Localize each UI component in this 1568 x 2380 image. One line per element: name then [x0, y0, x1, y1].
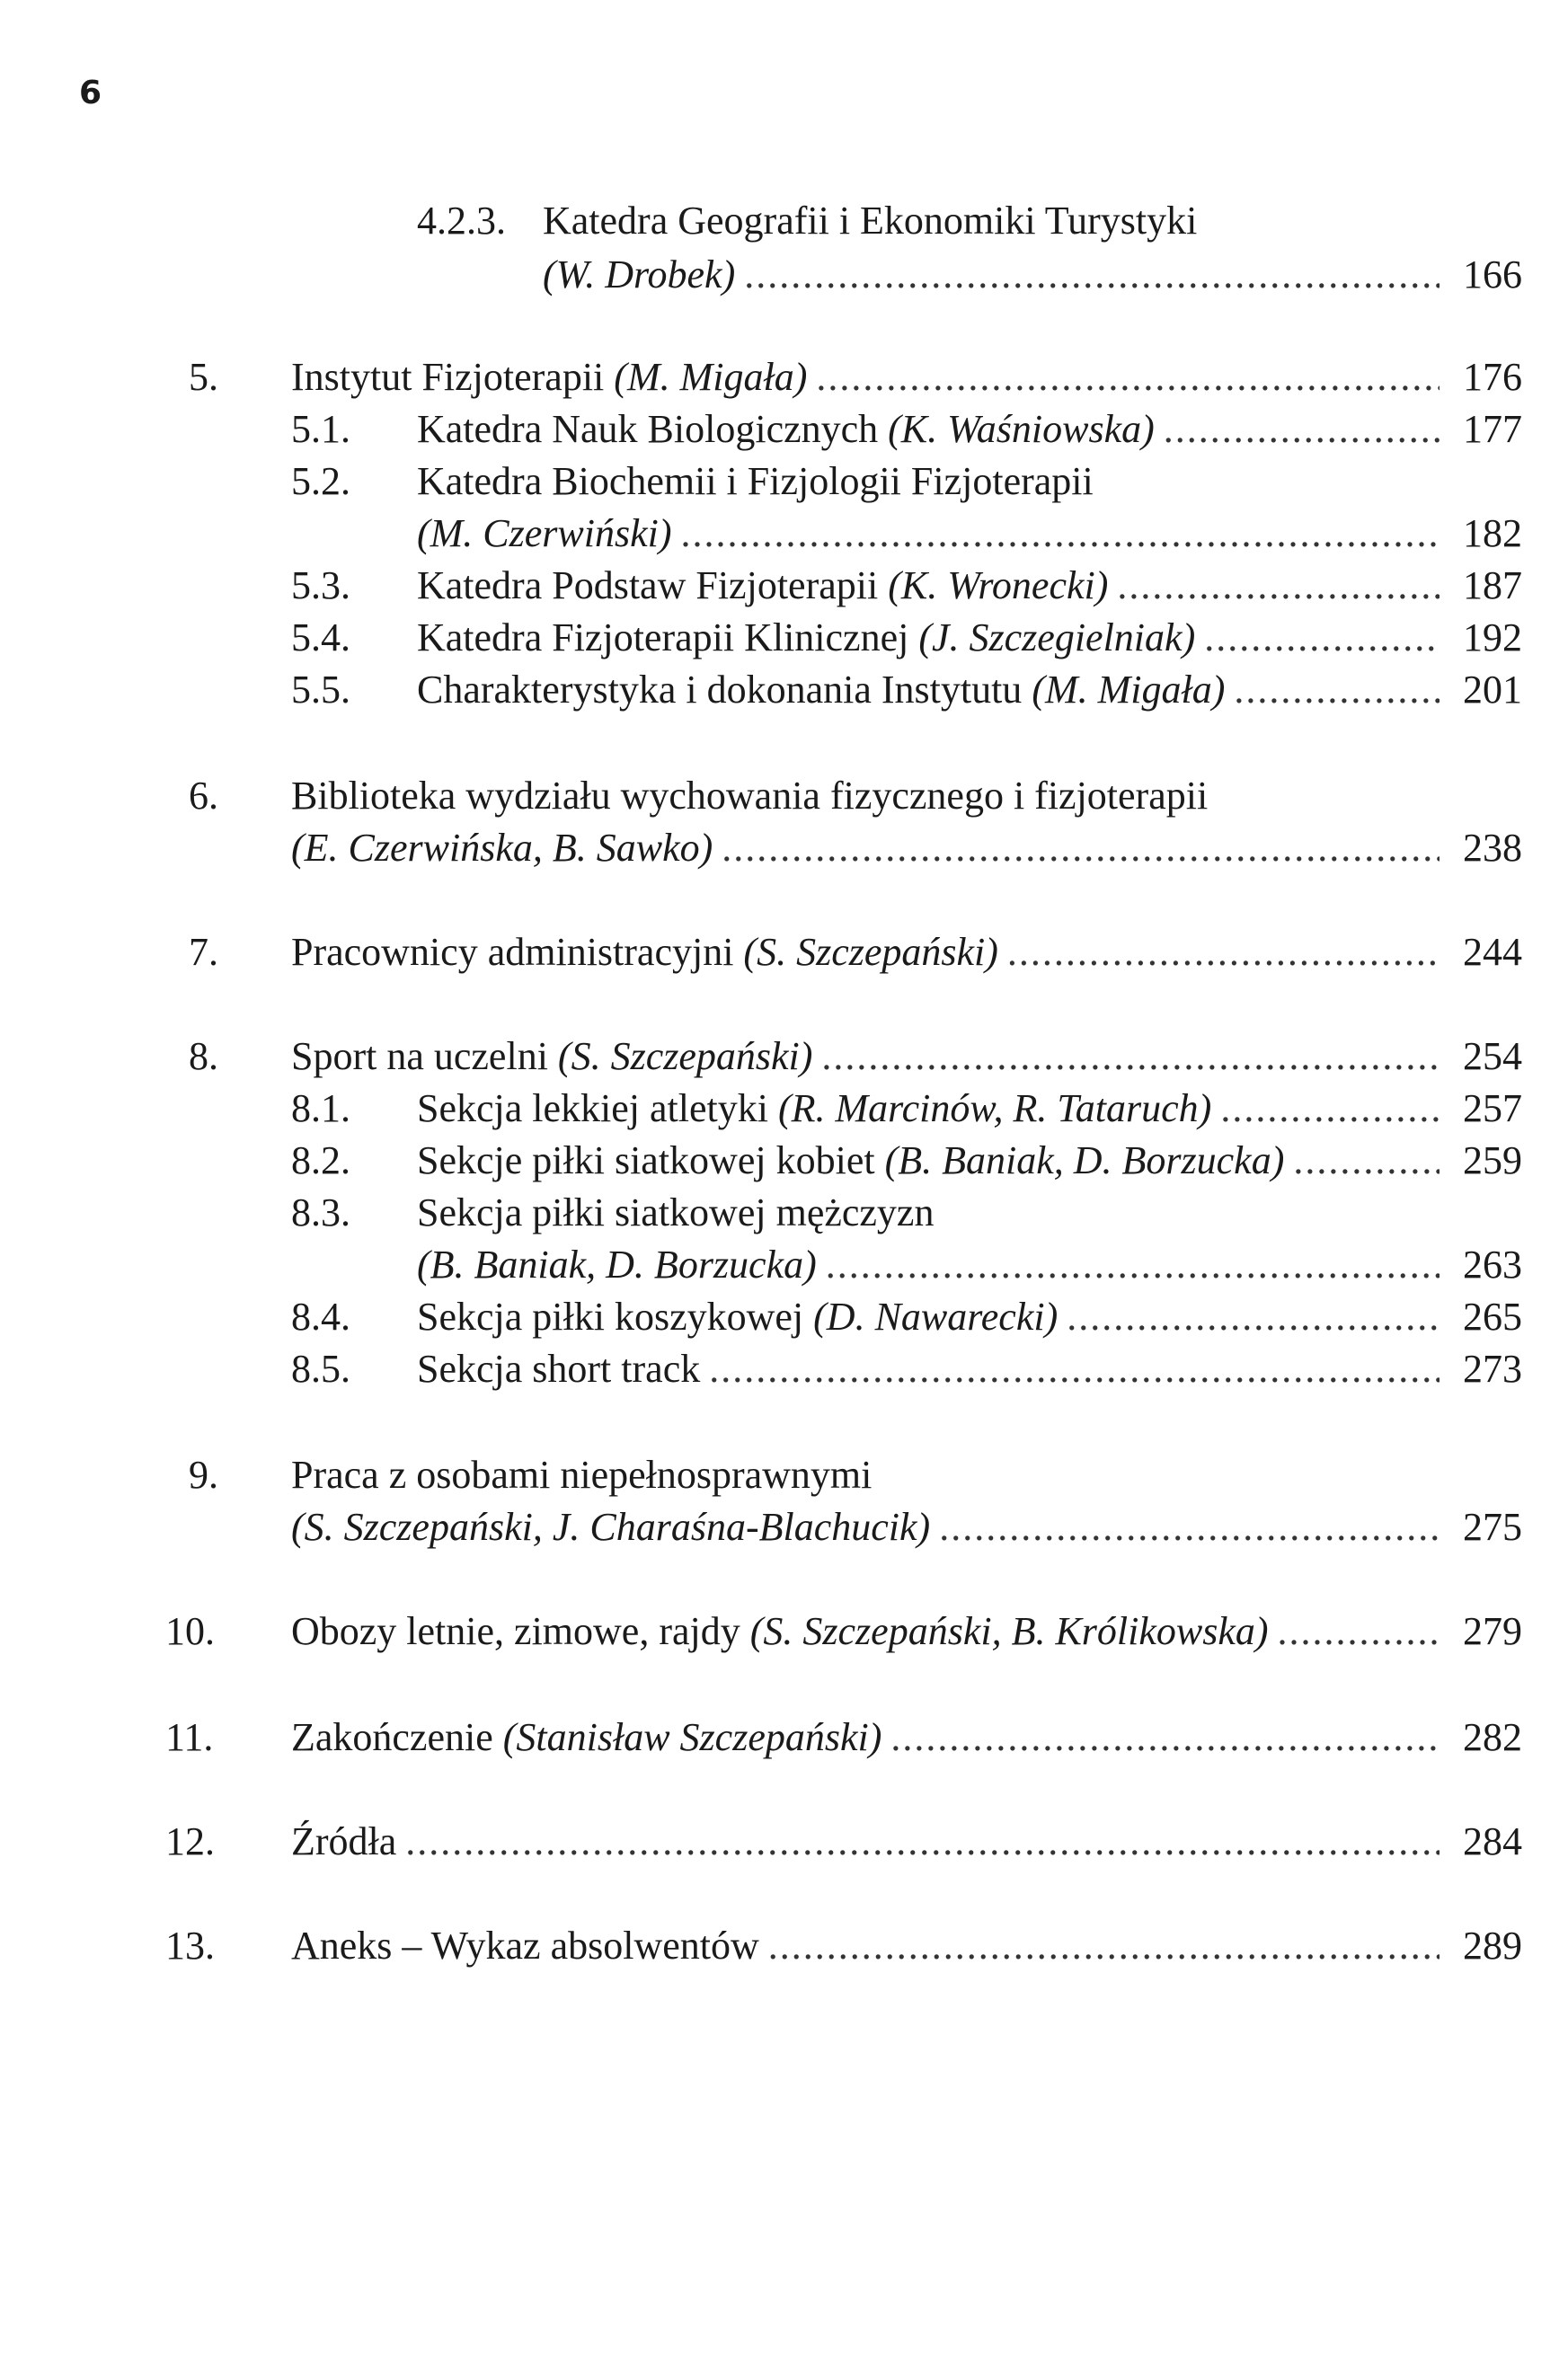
- leader-dots: [1293, 1134, 1440, 1188]
- entry-page: 284: [1463, 1819, 1522, 1863]
- leader-dots: [826, 1238, 1440, 1292]
- entry-author: (S. Szczepański, B. Królikowska): [749, 1609, 1269, 1653]
- entry-number: 11.: [165, 1715, 214, 1759]
- toc-entry: [291, 663, 1522, 717]
- leader-dots: [709, 1342, 1440, 1396]
- toc-entry: [291, 559, 1522, 613]
- entry-author: (S. Szczepański): [557, 1034, 813, 1078]
- toc-entry: [189, 1448, 1522, 1502]
- entry-title: Sport na uczelni: [291, 1034, 558, 1078]
- entry-author: (Stanisław Szczepański): [502, 1715, 882, 1759]
- entry-page: 259: [1463, 1138, 1522, 1182]
- leader-dots: [1164, 403, 1440, 456]
- toc-entry: [165, 1815, 1522, 1869]
- entry-author: (M. Migała): [1032, 668, 1226, 712]
- entry-title: Katedra Geografii i Ekonomiki Turystyki: [543, 199, 1198, 243]
- entry-page: 273: [1463, 1347, 1522, 1391]
- entry-title: Źródła: [291, 1819, 397, 1863]
- entry-title: Aneks – Wykaz absolwentów: [291, 1924, 759, 1968]
- toc-entry: [189, 925, 1522, 979]
- entry-author: (W. Drobek): [543, 252, 736, 296]
- entry-number: 8.2.: [291, 1138, 350, 1182]
- toc-entry: [417, 1238, 1522, 1292]
- entry-author: (J. Szczegielniak): [918, 615, 1196, 659]
- entry-page: 263: [1463, 1243, 1522, 1287]
- toc-entry: [291, 1342, 1522, 1396]
- entry-page: 275: [1463, 1505, 1522, 1549]
- entry-title: Praca z osobami niepełnosprawnymi: [291, 1453, 873, 1497]
- entry-title: Biblioteka wydziału wychowania fizycznego i fizjoterapii: [291, 774, 1209, 818]
- entry-author: (K. Wronecki): [888, 563, 1109, 607]
- entry-title: Zakończenie: [291, 1715, 503, 1759]
- toc-entry: [291, 611, 1522, 665]
- entry-page: 192: [1463, 615, 1522, 659]
- leader-dots: [1204, 611, 1440, 665]
- entry-author: (B. Baniak, D. Borzucka): [417, 1243, 817, 1287]
- entry-number: 4.2.3.: [417, 199, 506, 243]
- entry-title: Sekcje piłki siatkowej kobiet: [417, 1138, 885, 1182]
- toc-entry: [291, 821, 1522, 875]
- toc-entry: [189, 769, 1522, 823]
- entry-author: (S. Szczepański): [743, 930, 998, 974]
- entry-number: 5.: [189, 355, 218, 399]
- entry-author: (D. Nawarecki): [813, 1295, 1059, 1339]
- toc-entry: [165, 1919, 1522, 1973]
- leader-dots: [821, 1030, 1440, 1084]
- leader-dots: [722, 821, 1440, 875]
- entry-author: (M. Czerwiński): [417, 511, 672, 555]
- leader-dots: [816, 350, 1440, 404]
- toc-entry: [291, 403, 1522, 456]
- entry-page: 238: [1463, 826, 1522, 870]
- toc-entry: [165, 1605, 1522, 1659]
- entry-number: 9.: [189, 1453, 218, 1497]
- leader-dots: [1220, 1082, 1440, 1136]
- leader-dots: [1278, 1605, 1440, 1659]
- leader-dots: [1067, 1290, 1440, 1344]
- leader-dots: [890, 1711, 1440, 1765]
- entry-number: 7.: [189, 930, 218, 974]
- toc-entry: [189, 1030, 1522, 1084]
- leader-dots: [1234, 663, 1440, 717]
- toc-entry: [543, 248, 1522, 302]
- toc-entry: [417, 507, 1522, 561]
- entry-page: 289: [1463, 1924, 1522, 1968]
- page-number: 6: [79, 75, 102, 111]
- toc-entry: [291, 1500, 1522, 1554]
- entry-title: Katedra Fizjoterapii Klinicznej: [417, 615, 919, 659]
- entry-number: 5.5.: [291, 668, 350, 712]
- entry-page: 279: [1463, 1609, 1522, 1653]
- entry-title: Instytut Fizjoterapii: [291, 355, 615, 399]
- entry-page: 282: [1463, 1715, 1522, 1759]
- entry-number: 5.4.: [291, 615, 350, 659]
- entry-page: 187: [1463, 563, 1522, 607]
- leader-dots: [681, 507, 1440, 561]
- toc-entry: [417, 194, 1522, 248]
- entry-page: 201: [1463, 668, 1522, 712]
- toc-entry: [291, 1290, 1522, 1344]
- entry-title: Pracownicy administracyjni: [291, 930, 744, 974]
- entry-number: 8.1.: [291, 1086, 350, 1130]
- entry-number: 5.1.: [291, 407, 350, 451]
- entry-page: 244: [1463, 930, 1522, 974]
- entry-title: Katedra Nauk Biologicznych: [417, 407, 889, 451]
- entry-author: (M. Migała): [614, 355, 808, 399]
- entry-page: 257: [1463, 1086, 1522, 1130]
- entry-page: 182: [1463, 511, 1522, 555]
- entry-number: 8.: [189, 1034, 218, 1078]
- toc-entry: [291, 1082, 1522, 1136]
- entry-number: 12.: [165, 1819, 215, 1863]
- leader-dots: [1117, 559, 1440, 613]
- entry-author: (K. Waśniowska): [888, 407, 1155, 451]
- entry-number: 8.4.: [291, 1295, 350, 1339]
- toc-entry: [291, 455, 1522, 509]
- entry-number: 13.: [165, 1924, 215, 1968]
- entry-number: 8.5.: [291, 1347, 350, 1391]
- entry-number: 6.: [189, 774, 218, 818]
- leader-dots: [939, 1500, 1440, 1554]
- entry-title: Sekcja piłki siatkowej mężczyzn: [417, 1190, 935, 1234]
- entry-page: 166: [1463, 252, 1522, 296]
- entry-title: Sekcja lekkiej atletyki: [417, 1086, 778, 1130]
- entry-number: 10.: [165, 1609, 215, 1653]
- entry-title: Sekcja short track: [417, 1347, 701, 1391]
- leader-dots: [405, 1815, 1440, 1869]
- entry-author: (E. Czerwińska, B. Sawko): [291, 826, 713, 870]
- toc-entry: [291, 1134, 1522, 1188]
- toc-entry: [189, 350, 1522, 404]
- entry-title: Katedra Podstaw Fizjoterapii: [417, 563, 889, 607]
- toc-entry: [165, 1711, 1522, 1765]
- leader-dots: [744, 248, 1440, 302]
- entry-number: 5.2.: [291, 459, 350, 503]
- entry-page: 176: [1463, 355, 1522, 399]
- entry-title: Katedra Biochemii i Fizjologii Fizjoterapii: [417, 459, 1094, 503]
- entry-title: Charakterystyka i dokonania Instytutu: [417, 668, 1032, 712]
- entry-page: 265: [1463, 1295, 1522, 1339]
- toc-entry: [291, 1186, 1522, 1240]
- entry-title: Sekcja piłki koszykowej: [417, 1295, 814, 1339]
- entry-title: Obozy letnie, zimowe, rajdy: [291, 1609, 750, 1653]
- entry-number: 8.3.: [291, 1190, 350, 1234]
- entry-author: (B. Baniak, D. Borzucka): [884, 1138, 1285, 1182]
- leader-dots: [768, 1919, 1440, 1973]
- entry-author: (R. Marcinów, R. Tataruch): [777, 1086, 1212, 1130]
- entry-page: 177: [1463, 407, 1522, 451]
- entry-author: (S. Szczepański, J. Charaśna-Blachucik): [291, 1505, 931, 1549]
- leader-dots: [1007, 925, 1440, 979]
- entry-page: 254: [1463, 1034, 1522, 1078]
- entry-number: 5.3.: [291, 563, 350, 607]
